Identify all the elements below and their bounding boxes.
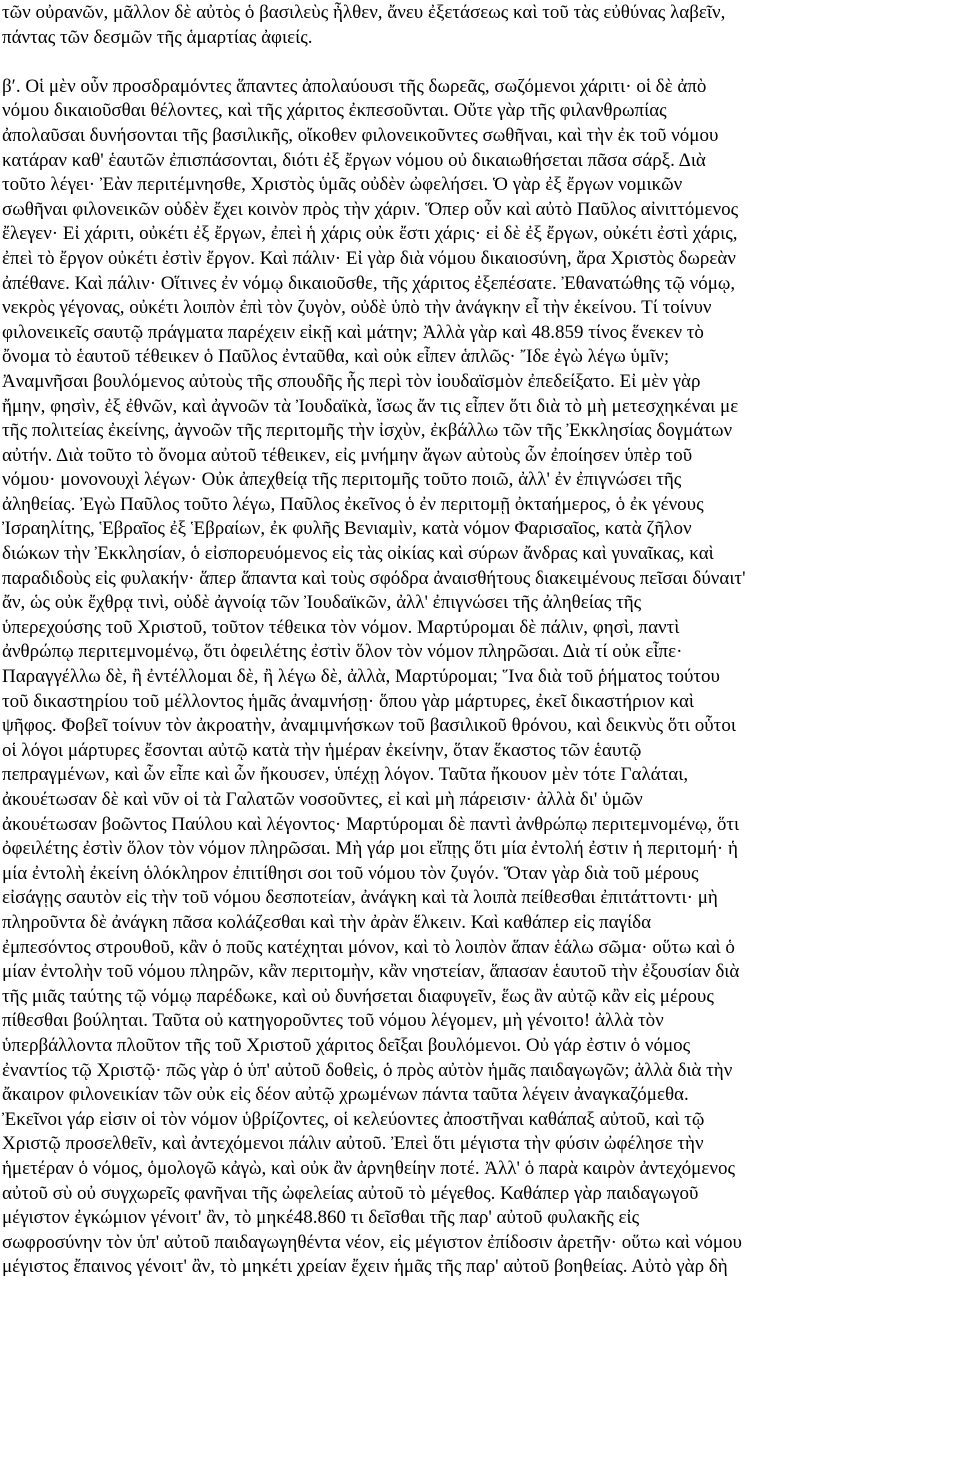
text-line: ἔλεγεν· Εἰ χάριτι, οὐκέτι ἐξ ἔργων, ἐπεὶ ἡ χάρις οὐκ ἔστι χάρις· εἰ δὲ ἐξ ἔργων, οὐκέτι ἐστὶ χάρις,: [2, 223, 738, 245]
text-line: φιλονεικεῖς σαυτῷ πράγματα παρέχειν εἰκῇ καὶ μάτην; Ἀλλὰ γὰρ καὶ 48.859 τίνος ἕνεκεν τὸ: [2, 321, 704, 343]
text-line: εἰσάγῃς σαυτὸν εἰς τὴν τοῦ νόμου δεσποτείαν, ἀνάγκη καὶ τὰ λοιπὰ πείθεσθαι ἐπιτάττοντι· μὴ: [2, 887, 718, 909]
text-line: ἀνθρώπῳ περιτεμνομένῳ, ὅτι ὀφειλέτης ἐστὶν ὅλον τὸν νόμον πληρῶσαι. Διὰ τί οὐκ εἶπε·: [2, 641, 683, 663]
text-line: νόμου· μονονουχὶ λέγων· Οὐκ ἀπεχθείᾳ τῆς περιτομῆς τοῦτο ποιῶ, ἀλλ' ἐν ἐπιγνώσει τῆς: [2, 469, 682, 491]
text-line: τῆς μιᾶς ταύτης τῷ νόμῳ παρέδωκε, καὶ οὐ δυνήσεται διαφυγεῖν, ἕως ἂν αὐτῷ κἂν εἰς μέρους: [2, 985, 714, 1007]
paragraph-1: [0, 1, 960, 50]
text-line: αὐτήν. Διὰ τοῦτο τὸ ὄνομα αὐτοῦ τέθεικεν, εἰς μνήμην ἄγων αὐτοὺς ὧν ἐποίησεν ὑπὲρ τοῦ: [2, 444, 693, 466]
text-line: τοῦ δικαστηρίου τοῦ μέλλοντος ἡμᾶς ἀναμνήσῃ· ὅπου γὰρ μάρτυρες, ἐκεῖ δικαστήριον καὶ: [2, 690, 695, 712]
text-line: ἄν, ὡς οὐκ ἔχθρᾳ τινὶ, οὐδὲ ἀγνοίᾳ τῶν Ἰουδαϊκῶν, ἀλλ' ἐπιγνώσει τῆς ἀληθείας τῆς: [2, 592, 642, 614]
text-line: μέγιστος ἔπαινος γένοιτ' ἂν, τὸ μηκέτι χρείαν ἔχειν ἡμᾶς τῆς παρ' αὐτοῦ βοηθείας. Αὐτὸ γὰρ δὴ: [2, 1256, 728, 1278]
text-line: πεπραγμένων, καὶ ὧν εἶπε καὶ ὧν ἤκουσεν, ὑπέχῃ λόγον. Ταῦτα ἤκουον μὲν τότε Γαλάται,: [2, 764, 689, 786]
text-line: οἱ λόγοι μάρτυρες ἔσονται αὐτῷ κατὰ τὴν ἡμέραν ἐκείνην, ὅταν ἕκαστος τῶν ἑαυτῷ: [2, 739, 642, 761]
text-line: πίθεσθαι βούληται. Ταῦτα οὐ κατηγοροῦντες τοῦ νόμου λέγομεν, μὴ γένοιτο! ἀλλὰ τὸν: [2, 1010, 664, 1032]
text-line: ἀληθείας. Ἐγὼ Παῦλος τοῦτο λέγω, Παῦλος ἐκεῖνος ὁ ἐν περιτομῇ ὀκταήμερος, ὁ ἐκ γένους: [2, 493, 704, 515]
text-line: ἀπέθανε. Καὶ πάλιν· Οἵτινες ἐν νόμῳ δικαιοῦσθε, τῆς χάριτος ἐξεπέσατε. Ἐθανατώθης τῷ νόμῳ,: [2, 272, 736, 294]
text-line: πάντας τῶν δεσμῶν τῆς ἁμαρτίας ἀφιείς.: [2, 26, 313, 48]
text-line: ἄκαιρον φιλονεικίαν τῶν οὐκ εἰς δέον αὐτῷ χρωμένων πάντα ταῦτα λέγειν ἀναγκαζόμεθα.: [2, 1084, 689, 1106]
text-line: αὐτοῦ σὺ οὐ συγχωρεῖς φανῆναι τῆς ὠφελείας αὐτοῦ τὸ μέγεθος. Καθάπερ γὰρ παιδαγωγοῦ: [2, 1182, 699, 1204]
text-line: Παραγγέλλω δὲ, ἢ ἐντέλλομαι δὲ, ἢ λέγω δὲ, ἀλλὰ, Μαρτύρομαι; Ἵνα διὰ τοῦ ῥήματος τούτου: [2, 666, 720, 688]
text-line: σωφροσύνην τὸν ὑπ' αὐτοῦ παιδαγωγηθέντα νέον, εἰς μέγιστον ἐπίδοσιν ἀρετῆν· οὕτω καὶ νόμου: [2, 1231, 742, 1253]
text-line: τῆς πολιτείας ἐκείνης, ἀγνοῶν τῆς περιτομῆς τὴν ἰσχὺν, ἐκβάλλω τῶν τῆς Ἐκκλησίας δογμάτων: [2, 420, 733, 442]
text-line: ἀκουέτωσαν βοῶντος Παύλου καὶ λέγοντος· Μαρτύρομαι δὲ παντὶ ἀνθρώπῳ περιτεμνομένῳ, ὅτι: [2, 813, 740, 835]
text-line: ἤμην, φησὶν, ἐξ ἐθνῶν, καὶ ἀγνοῶν τὰ Ἰουδαϊκὰ, ἴσως ἄν τις εἶπεν ὅτι διὰ τὸ μὴ μετεσχηκέναι με: [2, 395, 739, 417]
text-line: ἐπεὶ τὸ ἔργον οὐκέτι ἐστὶν ἔργον. Καὶ πάλιν· Εἰ γὰρ διὰ νόμου δικαιοσύνη, ἄρα Χριστὸς δωρεὰν: [2, 247, 736, 269]
paragraph-2: [0, 75, 960, 1280]
text-line: τοῦτο λέγει· Ἐὰν περιτέμνησθε, Χριστὸς ὑμᾶς οὐδὲν ὠφελήσει. Ὁ γὰρ ἐξ ἔργων νομικῶν: [2, 174, 683, 196]
text-line: βʹ. Οἱ μὲν οὖν προσδραμόντες ἅπαντες ἀπολαύουσι τῆς δωρεᾶς, σωζόμενοι χάριτι· οἱ δὲ ἀπὸ: [2, 75, 707, 97]
text-line: ὑπερεχούσης τοῦ Χριστοῦ, τοῦτον τέθεικα τὸν νόμον. Μαρτύρομαι δὲ πάλιν, φησὶ, παντὶ: [2, 616, 680, 638]
text-line: νεκρὸς γέγονας, οὐκέτι λοιπὸν ἐπὶ τὸν ζυγὸν, οὐδὲ ὑπὸ τὴν ἀνάγκην εἶ τὴν ἐκείνου. Τί τοίνυν: [2, 297, 712, 319]
text-line: διώκων τὴν Ἐκκλησίαν, ὁ εἰσπορευόμενος εἰς τὰς οἰκίας καὶ σύρων ἄνδρας καὶ γυναῖκας, καὶ: [2, 543, 714, 565]
text-line: Ἰσραηλίτης, Ἑβραῖος ἐξ Ἑβραίων, ἐκ φυλῆς Βενιαμὶν, κατὰ νόμον Φαρισαῖος, κατὰ ζῆλον: [2, 518, 692, 540]
text-line: ψῆφος. Φοβεῖ τοίνυν τὸν ἀκροατὴν, ἀναμιμνήσκων τοῦ βασιλικοῦ θρόνου, καὶ δεικνὺς ὅτι οὗτοι: [2, 715, 736, 737]
text-line: ἐμπεσόντος στρουθοῦ, κἂν ὁ ποῦς κατέχηται μόνον, καὶ τὸ λοιπὸν ἅπαν ἑάλω σῶμα· οὕτω καὶ ὁ: [2, 936, 735, 958]
text-line: πληροῦντα δὲ ἀνάγκη πᾶσα κολάζεσθαι καὶ τὴν ἀρὰν ἕλκειν. Καὶ καθάπερ εἰς παγίδα: [2, 911, 652, 933]
text-line: ἀκουέτωσαν δὲ καὶ νῦν οἱ τὰ Γαλατῶν νοσοῦντες, εἰ καὶ μὴ πάρεισιν· ἀλλὰ δι' ὑμῶν: [2, 789, 643, 810]
text-line: σωθῆναι φιλονεικῶν οὐδὲν ἔχει κοινὸν πρὸς τὴν χάριν. Ὅπερ οὖν καὶ αὐτὸ Παῦλος αἰνιττόμενος: [2, 198, 739, 220]
text-line: τῶν οὐρανῶν, μᾶλλον δὲ αὐτὸς ὁ βασιλεὺς ἦλθεν, ἄνευ ἐξετάσεως καὶ τοῦ τὰς εὐθύνας λαβεῖν,: [2, 2, 726, 23]
text-line: ὀφειλέτης ἐστὶν ὅλον τὸν νόμον πληρῶσαι. Μὴ γάρ μοι εἴπῃς ὅτι μία ἐντολή ἐστιν ἡ περιτομή· ἡ: [2, 838, 738, 860]
text-line: Ἀναμνῆσαι βουλόμενος αὐτοὺς τῆς σπουδῆς ἧς περὶ τὸν ἰουδαϊσμὸν ἐπεδείξατο. Εἰ μὲν γὰρ: [2, 370, 701, 392]
text-line: παραδιδοὺς εἰς φυλακήν· ἅπερ ἅπαντα καὶ τοὺς σφόδρα ἀναισθήτους διακειμένους πεῖσαι δύναιτ': [2, 567, 746, 589]
text-line: ἐναντίος τῷ Χριστῷ· πῶς γὰρ ὁ ὑπ' αὐτοῦ δοθεὶς, ὁ πρὸς αὐτὸν ἡμᾶς παιδαγωγῶν; ἀλλὰ διὰ τὴν: [2, 1059, 733, 1081]
text-line: ἀπολαῦσαι δυνήσονται τῆς βασιλικῆς, οἴκοθεν φιλονεικοῦντες σωθῆναι, καὶ τὴν ἐκ τοῦ νόμου: [2, 124, 719, 146]
text-line: νόμου δικαιοῦσθαι θέλοντες, καὶ τῆς χάριτος ἐκπεσοῦνται. Οὔτε γὰρ τῆς φιλανθρωπίας: [2, 100, 667, 122]
text-line: ὑπερβάλλοντα πλοῦτον τῆς τοῦ Χριστοῦ χάριτος δεῖξαι βουλόμενοι. Οὐ γάρ ἐστιν ὁ νόμος: [2, 1034, 691, 1056]
text-line: κατάραν καθ' ἑαυτῶν ἐπισπάσονται, διότι ἐξ ἔργων νόμου οὐ δικαιωθήσεται πᾶσα σάρξ. Διὰ: [2, 149, 706, 171]
text-line: Ἐκεῖνοι γάρ εἰσιν οἱ τὸν νόμον ὑβρίζοντες, οἱ κελεύοντες ἀποστῆναι καθάπαξ αὐτοῦ, καὶ τῷ: [2, 1108, 705, 1130]
text-line: Χριστῷ προσελθεῖν, καὶ ἀντεχόμενοι πάλιν αὐτοῦ. Ἐπεὶ ὅτι μέγιστα τὴν φύσιν ὠφέλησε τὴν: [2, 1133, 704, 1155]
text-line: μία ἐντολὴ ἐκείνη ὁλόκληρον ἐπιτίθησι σοι τοῦ νόμου τὸν ζυγόν. Ὅταν γὰρ διὰ τοῦ μέρους: [2, 862, 699, 884]
text-line: ἡμετέραν ὁ νόμος, ὁμολογῶ κἀγὼ, καὶ οὐκ ἂν ἀρνηθείην ποτέ. Ἀλλ' ὁ παρὰ καιρὸν ἀντεχόμενος: [2, 1157, 735, 1179]
text-line: μέγιστον ἐγκώμιον γένοιτ' ἂν, τὸ μηκέ48.860 τι δεῖσθαι τῆς παρ' αὐτοῦ φυλακῆς εἰς: [2, 1207, 640, 1229]
text-line: μίαν ἐντολὴν τοῦ νόμου πληρῶν, κἂν περιτομὴν, κἂν νηστείαν, ἅπασαν ἑαυτοῦ τὴν ἐξουσίαν διὰ: [2, 961, 740, 983]
text-line: ὄνομα τὸ ἑαυτοῦ τέθεικεν ὁ Παῦλος ἐνταῦθα, καὶ οὐκ εἶπεν ἁπλῶς· Ἴδε ἐγὼ λέγω ὑμῖν;: [2, 346, 670, 368]
